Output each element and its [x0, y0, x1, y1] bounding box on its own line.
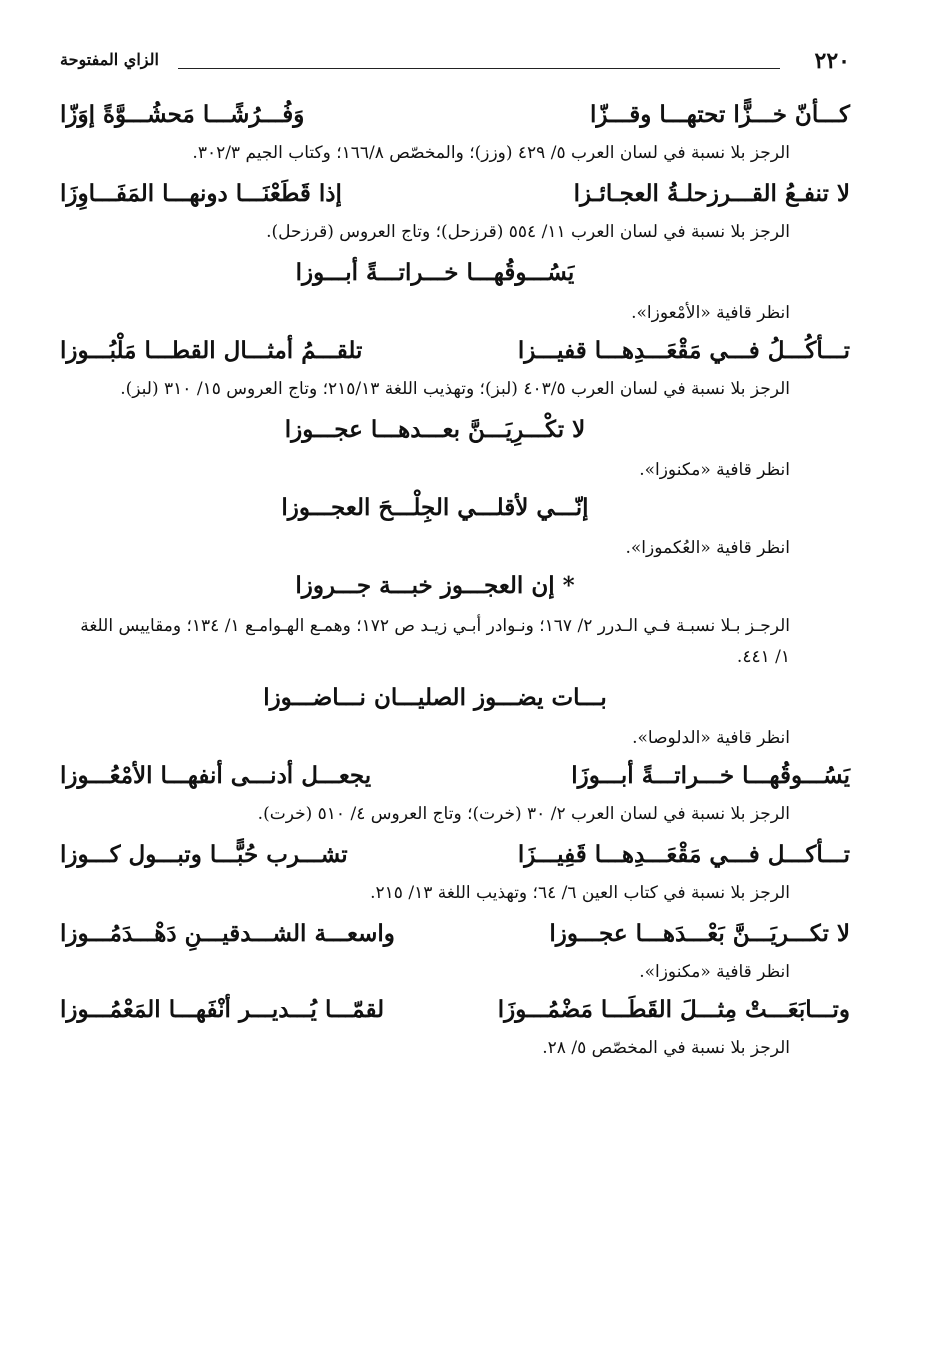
hemistich-second: تشـــرب حُبًّـــا وتبـــول كـــوزا — [60, 841, 348, 868]
verse-single: لا تكْـــرِيَـــنَّ بعـــدهـــا عجـــوزا — [284, 416, 586, 443]
hemistich-second: لقمّـــا يُـــديـــر أنْفَهـــا المَعْمُـــوزا — [60, 996, 385, 1023]
hemistich-second: يجعـــل أدنـــى أنفهـــا الأمْعُـــوزا — [60, 762, 372, 789]
verse-pair — [60, 177, 850, 217]
page-header — [60, 44, 850, 84]
hemistich-second: وَفُـــرُشًـــا مَحشُـــوَّةً إوَزّا — [60, 101, 305, 128]
verse-pair — [60, 838, 850, 878]
verse-single: إنّـــي لأقلـــي الجِلْـــحَ العجـــوزا — [281, 494, 589, 521]
verse-pair — [60, 917, 850, 957]
hemistich-first: كـــأنّ خـــزًّا تحتهـــا وقـــزّا — [589, 101, 850, 128]
page-number: ٢٢٠ — [814, 48, 850, 74]
hemistich-first: وتـــابَعَـــتْ مِثـــلَ القَطَـــا مَضْمُـــوزَا — [497, 996, 850, 1023]
cross-reference-note: انظر قافية «مكنوزا». — [639, 460, 790, 480]
source-reference: الرجز بلا نسبة في لسان العرب ١١/ ٥٥٤ (قرزحل)؛ وتاج العروس (قرزحل). — [266, 222, 790, 242]
verse-pair — [60, 334, 850, 374]
verse-single: يَسُـــوقُهـــا خـــراتـــةً أبـــوزا — [295, 259, 575, 286]
verse-single: بـــات يضـــوز الصليـــان نـــاضـــوزا — [263, 684, 607, 711]
source-reference: الرجز بلا نسبة في لسان العرب ٤٠٣/٥ (لبز)؛ وتهذيب اللغة ٢١٥/١٣؛ وتاج العروس ١٥/ ٣١٠ (لبز). — [120, 379, 790, 399]
source-reference: الرجز بلا نسبة في كتاب العين ٦/ ٦٤؛ وتهذيب اللغة ١٣/ ٢١٥. — [370, 883, 790, 903]
cross-reference-note: انظر قافية «الأمْعوزا». — [631, 303, 790, 323]
verse-pair — [60, 98, 850, 138]
hemistich-first: تـــأكُـــلُ فـــي مَقْعَـــدِهـــا قفيـــزا — [517, 337, 850, 364]
header-rule — [178, 68, 780, 69]
source-reference: الرجـز بـلا نسبـة فـي الـدرر ٢/ ١٦٧؛ ونـوادر أبـي زيـد ص ١٧٢؛ وهمـع الهـوامـع ١/ ١٣٤؛ ومقاييس اللغة ١/ ٤٤١. — [80, 616, 790, 667]
cross-reference-note: انظر قافية «العُكموزا». — [625, 538, 790, 558]
source-reference: الرجز بلا نسبة في المخصّص ٥/ ٢٨. — [542, 1038, 790, 1058]
hemistich-first: لا تنفـعُ القـــرزحلـةُ العجـائـزا — [573, 180, 850, 207]
page-content — [60, 98, 850, 1072]
hemistich-second: واسعـــة الشـــدقيـــنِ دَهْـــدَمُـــوزا — [60, 920, 395, 947]
source-reference: الرجز بلا نسبة في لسان العرب ٢/ ٣٠ (خرت)؛ وتاج العروس ٤/ ٥١٠ (خرت). — [257, 804, 790, 824]
source-reference: الرجز بلا نسبة في لسان العرب ٥/ ٤٢٩ (وزز)؛ والمخصّص ١٦٦/٨؛ وكتاب الجيم ٣٠٢/٣. — [192, 143, 790, 163]
running-title: الزاي المفتوحة — [60, 50, 159, 69]
hemistich-first: تـــأكـــل فـــي مَقْعَـــدِهـــا قَفِيـــزَا — [517, 841, 850, 868]
verse-pair — [60, 759, 850, 799]
hemistich-second: تلقـــمُ أمثـــال القطـــا مَلْبُـــوزا — [60, 337, 363, 364]
cross-reference-note: انظر قافية «الدلوصا». — [632, 728, 790, 748]
cross-reference-note: انظر قافية «مكنوزا». — [639, 962, 790, 982]
hemistich-second: إذا قَطَعْنَـــا دونهـــا المَفَـــاوِزَا — [60, 180, 342, 207]
hemistich-first: يَسُـــوقُهـــا خـــراتـــةً أبـــوزَا — [571, 762, 850, 789]
hemistich-first: لا تكـــريَـــنَّ بَعْـــدَهـــا عجـــوزا — [549, 920, 850, 947]
verse-single: * إن العجـــوز خبـــة جـــروزا — [295, 572, 575, 599]
verse-pair — [60, 993, 850, 1033]
